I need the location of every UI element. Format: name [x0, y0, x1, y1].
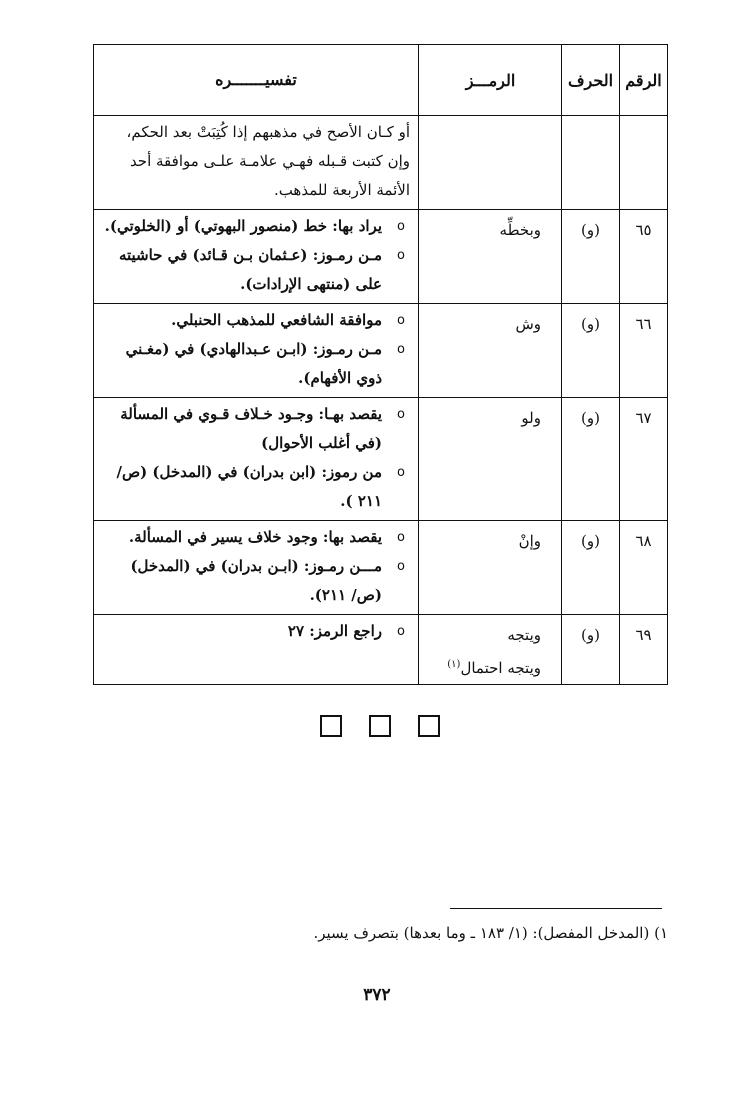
continuation-line: الأئمة الأربعة للمذهب.	[273, 181, 410, 199]
square-icon	[418, 715, 440, 737]
row-symbol	[419, 398, 562, 521]
item-text: من رموز: (ابن بدران) في (المدخل) (ص/ ٢١١ ).	[116, 463, 382, 510]
list-item	[102, 523, 410, 552]
row-number: ٦٩	[620, 615, 668, 685]
header-letter: الحرف	[562, 45, 620, 116]
letter-cell-empty	[562, 116, 620, 210]
symbol-cell-empty	[419, 116, 562, 210]
header-symbol: الرمـــز	[419, 45, 562, 116]
footnote-divider	[450, 908, 662, 909]
footnote: ١) (المدخل المفصل): (١/ ١٨٣ ـ وما بعدها) بتصرف يسير.	[313, 924, 668, 942]
list-item	[102, 400, 410, 458]
list-item	[102, 617, 410, 646]
list-item	[102, 335, 410, 393]
symbol-text: وبخطِّه	[499, 221, 541, 239]
table-row	[94, 615, 668, 685]
bullet-icon: o	[397, 559, 405, 574]
square-icon	[369, 715, 391, 737]
square-icon	[320, 715, 342, 737]
row-symbol	[419, 615, 562, 685]
table-header-row	[94, 45, 668, 116]
item-text: يقصد بهـا: وجـود خـلاف قـوي في المسألة (في أغلب الأحوال)	[120, 405, 382, 452]
bullet-icon: o	[397, 248, 405, 263]
continuation-line: وإن كتبت قـبله فهـي علامـة علـى موافقة أحد	[129, 152, 410, 170]
page-number: ٣٧٢	[363, 985, 391, 1005]
list-item	[102, 552, 410, 610]
bullet-icon: o	[397, 313, 405, 328]
num-cell-empty	[620, 116, 668, 210]
list-item	[102, 458, 410, 516]
row-number: ٦٦	[620, 304, 668, 398]
row-explanation	[94, 615, 419, 685]
symbol-text	[420, 650, 541, 683]
row-symbol	[419, 304, 562, 398]
symbols-table	[93, 44, 668, 685]
bullet-icon: o	[397, 624, 405, 639]
symbol-text: ويتجه	[507, 626, 541, 644]
symbol-text: ولو	[521, 409, 541, 427]
row-letter: (و)	[562, 398, 620, 521]
row-number: ٦٧	[620, 398, 668, 521]
row-number: ٦٥	[620, 210, 668, 304]
row-symbol	[419, 210, 562, 304]
table-row	[94, 398, 668, 521]
item-text: يقصد بها: وجود خلاف يسير في المسألة.	[128, 528, 382, 546]
list-item	[102, 212, 410, 241]
bullet-icon: o	[397, 465, 405, 480]
item-text: راجع الرمز: ٢٧	[287, 622, 382, 640]
symbol-text: وإنْ	[518, 532, 541, 550]
footnote-marker: (١)	[447, 659, 461, 670]
bullet-icon: o	[397, 530, 405, 545]
row-letter: (و)	[562, 304, 620, 398]
header-num: الرقم	[620, 45, 668, 116]
table-row	[94, 521, 668, 615]
item-text: مـن رمـوز: (ابـن عـبدالهادي) في (مغـني ذوي الأفهام).	[125, 340, 382, 387]
symbol-text-2: ويتجه احتمال	[460, 659, 541, 677]
row-explanation	[94, 398, 419, 521]
bullet-icon: o	[397, 342, 405, 357]
continuation-line: أو كـان الأصح في مذهبهم إذا كُتِبَتْ بعد الحكم،	[126, 123, 410, 141]
list-item	[102, 306, 410, 335]
header-explanation: تفسيـــــــره	[94, 45, 419, 116]
row-explanation	[94, 304, 419, 398]
table-row-continuation	[94, 116, 668, 210]
row-explanation	[94, 521, 419, 615]
row-letter: (و)	[562, 615, 620, 685]
item-text: موافقة الشافعي للمذهب الحنبلي.	[171, 311, 382, 329]
row-letter: (و)	[562, 521, 620, 615]
row-symbol	[419, 521, 562, 615]
bullet-icon: o	[397, 219, 405, 234]
bullet-icon: o	[397, 407, 405, 422]
row-letter: (و)	[562, 210, 620, 304]
item-text: مـــن رمـوز: (ابـن بدران) في (المدخل) (ص/ ٢١١).	[130, 557, 382, 604]
table-row	[94, 210, 668, 304]
row-explanation	[94, 210, 419, 304]
row-number: ٦٨	[620, 521, 668, 615]
section-separator	[320, 715, 440, 739]
item-text: مـن رمـوز: (عـثمان بـن قـائد) في حاشيته على (منتهى الإرادات).	[118, 246, 382, 293]
list-item	[102, 241, 410, 299]
symbol-text: وش	[515, 315, 541, 333]
continuation-text	[94, 116, 419, 210]
item-text: يراد بها: خط (منصور البهوتي) أو (الخلوتي).	[104, 217, 382, 235]
table-row	[94, 304, 668, 398]
